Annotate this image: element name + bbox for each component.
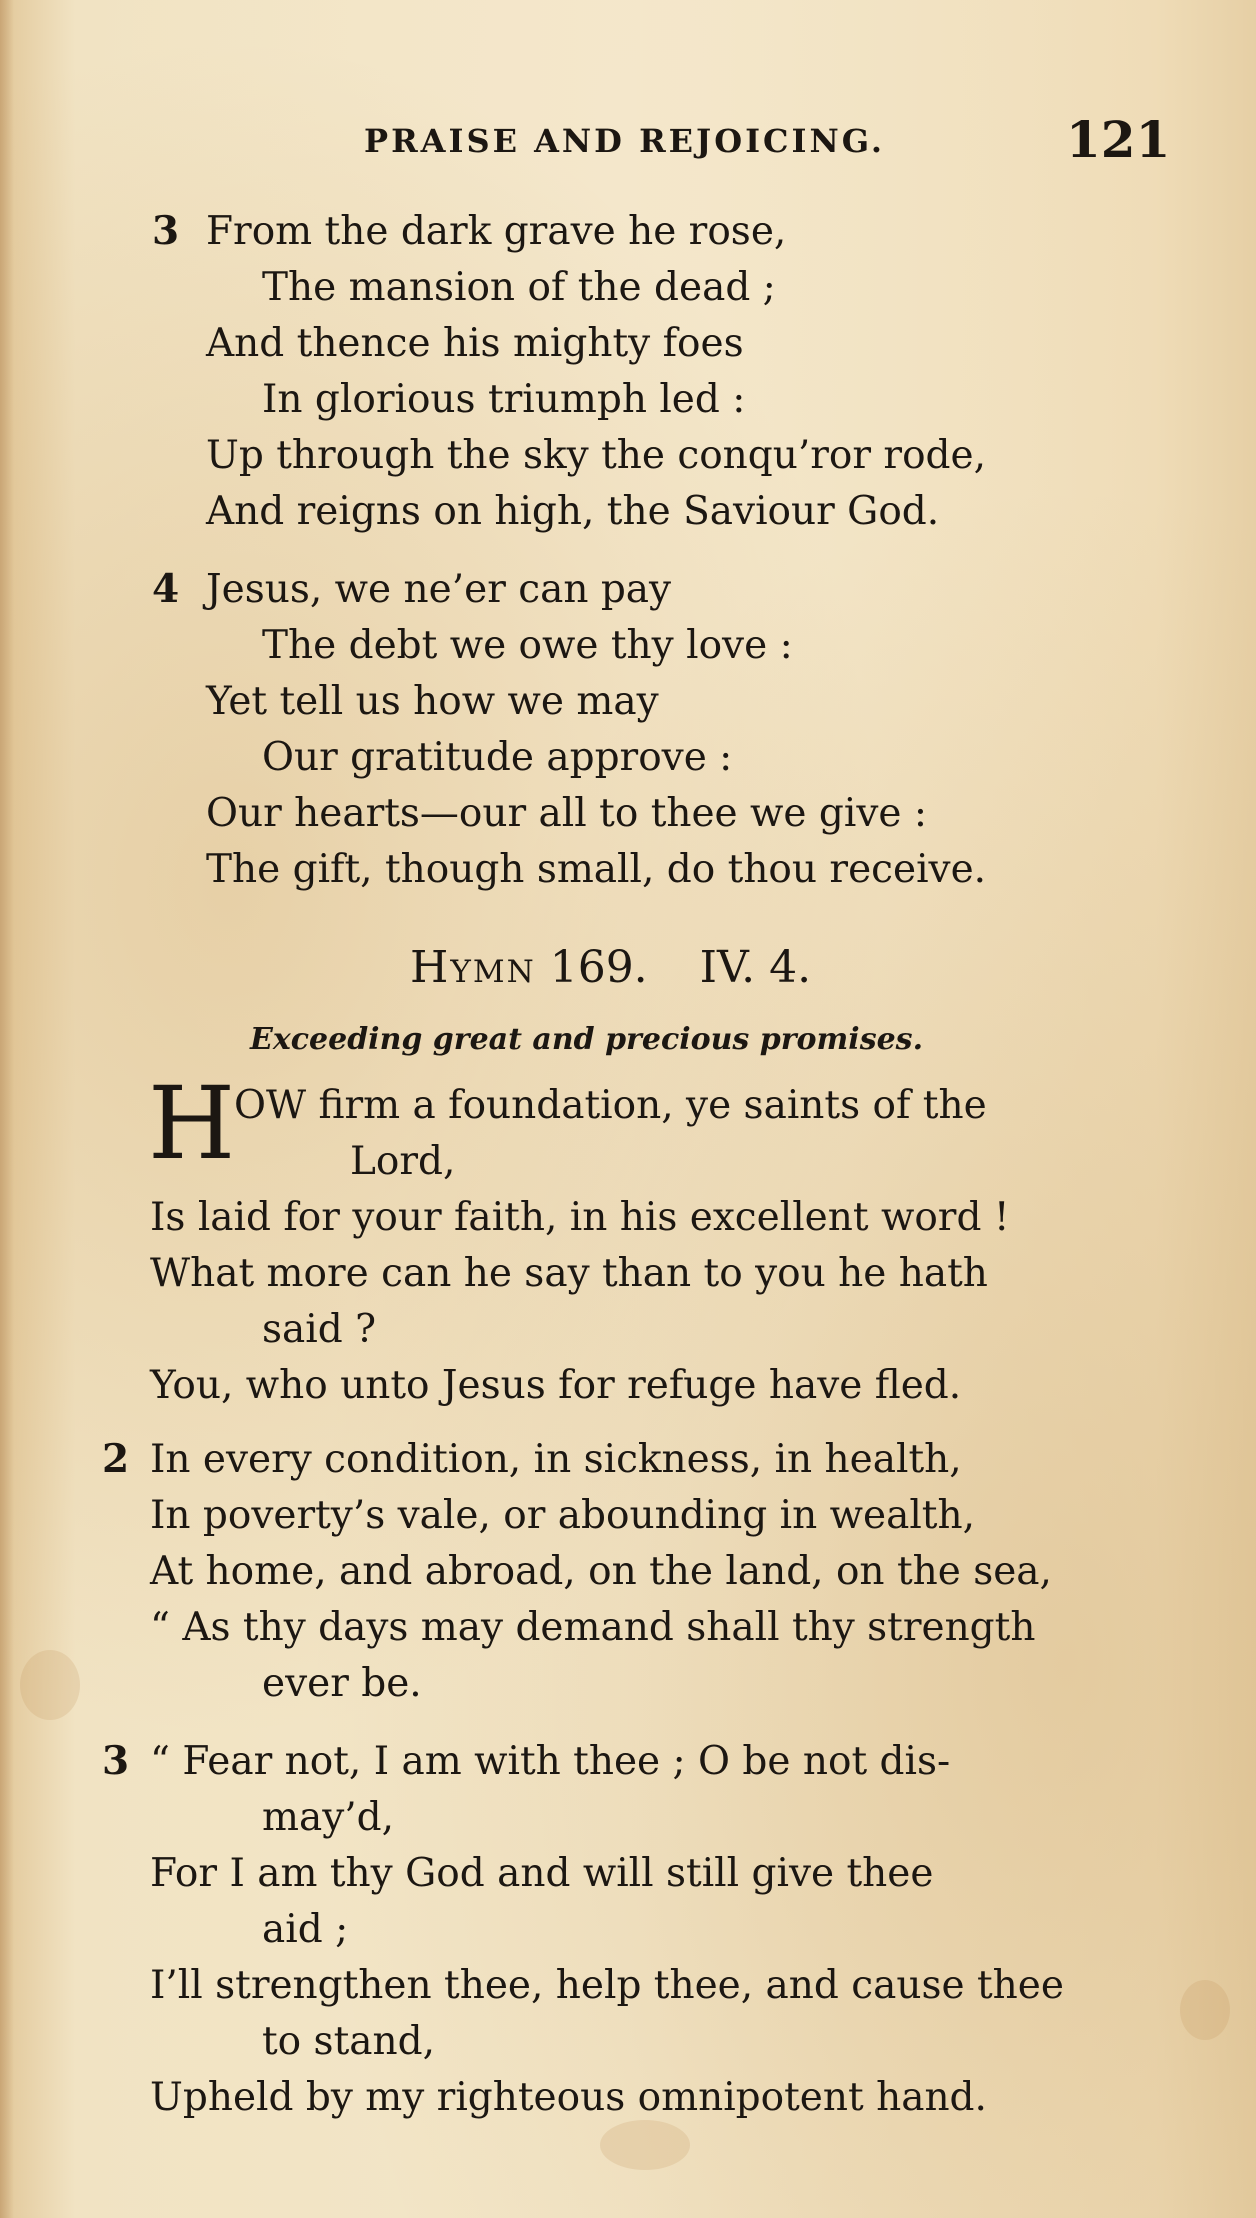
verse-line: “ Fear not, I am with thee ; O be not dis-	[150, 1739, 951, 1784]
stanza-number: 3	[152, 208, 180, 254]
verse-line: Lord,	[350, 1139, 456, 1184]
verse-line: In poverty’s vale, or abounding in wealth,	[150, 1493, 975, 1538]
page-gutter-shadow	[0, 0, 14, 2218]
verse-line: Yet tell us how we may	[206, 679, 659, 724]
verse-line: Jesus, we ne’er can pay	[206, 567, 672, 612]
verse-line: The gift, though small, do thou receive.	[206, 847, 987, 892]
stanza-number: 4	[152, 566, 180, 612]
verse-line: And thence his mighty foes	[206, 321, 744, 366]
verse-line: In every condition, in sickness, in health,	[150, 1437, 962, 1482]
verse-line: ever be.	[262, 1661, 422, 1706]
running-head: PRAISE AND REJOICING.	[364, 122, 886, 160]
verse-line: In glorious triumph led :	[262, 377, 746, 422]
verse-line: I’ll strengthen thee, help thee, and cause thee	[150, 1963, 1064, 2008]
verse-line: At home, and abroad, on the land, on the sea,	[150, 1549, 1052, 1594]
verse-line: aid ;	[262, 1907, 349, 1952]
hymn-label: Hymn	[410, 942, 536, 993]
verse-line: And reigns on high, the Saviour God.	[206, 489, 940, 534]
verse-line: to stand,	[262, 2019, 435, 2064]
verse-line: The mansion of the dead ;	[262, 265, 776, 310]
hymn-tune: IV. 4.	[699, 942, 812, 993]
verse-line: Our gratitude approve :	[262, 735, 733, 780]
stanza-number: 2	[102, 1436, 130, 1482]
verse-line: For I am thy God and will still give thee	[150, 1851, 934, 1896]
verse-line: From the dark grave he rose,	[206, 209, 787, 254]
verse-line: Upheld by my righteous omnipotent hand.	[150, 2075, 987, 2120]
verse-line: said ?	[262, 1307, 377, 1352]
verse-line: Our hearts—our all to thee we give :	[206, 791, 927, 836]
verse-line: OW firm a foundation, ye saints of the	[234, 1083, 987, 1128]
stanza-number: 3	[102, 1738, 130, 1784]
hymn-subtitle: Exceeding great and precious promises.	[250, 1022, 924, 1057]
verse-line: Up through the sky the conqu’ror rode,	[206, 433, 986, 478]
foxing-spot	[600, 2120, 690, 2170]
verse-line: The debt we owe thy love :	[262, 623, 793, 668]
verse-line: may’d,	[262, 1795, 395, 1840]
foxing-spot	[1180, 1980, 1230, 2040]
hymn-number: 169.	[549, 942, 648, 993]
drop-cap: H	[148, 1065, 236, 1182]
foxing-spot	[20, 1650, 80, 1720]
verse-line: Is laid for your faith, in his excellent word !	[150, 1195, 1010, 1240]
page-number: 121	[1066, 110, 1171, 169]
hymn-heading	[410, 942, 811, 993]
verse-line: What more can he say than to you he hath	[150, 1251, 988, 1296]
verse-line: “ As thy days may demand shall thy strength	[150, 1605, 1036, 1650]
verse-line: You, who unto Jesus for refuge have fled.	[150, 1363, 962, 1408]
